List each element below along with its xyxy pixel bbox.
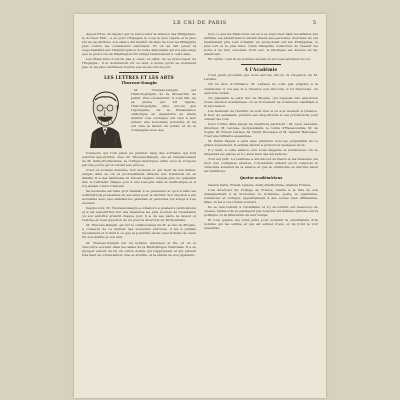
right-body-paragraph: C'est jeudi prochain que nous aurons, dit-on, la réception de M. Lavisse.: [204, 73, 318, 82]
page-header-title: LE CRI DE PARIS: [173, 20, 227, 26]
section-title-academie: A l'Académie: [244, 67, 278, 73]
right-body-paragraph: Il y aura, à cette séance, une foule élégante et nombreuse. On se disputera les places et il y aura bien des déceptions.: [204, 148, 318, 157]
left-intro-paragraph: Aujourd'hui, un vapeur qui va renouveler la mission des Philippines, le docteur Phil... a eu pour l'Espagne le coup le plus rapide et le plus sûr de sa carrière, son effet a été bientôt de faire de tous les Philippins plus contre les consulteurs nationaux. Et on en fait peser la responsabilité sur l'imprévoyance de notre diplomatie qui n'a pas exigé que le protocole de Washington fût rédigé relativement à cette date.: [82, 32, 196, 57]
right-closing-paragraph: L'un directeur du Collège de France, l'autre à la tête de son enseignement à la Sorbonne, le troisième, poète, le quatrième, romancier et critique, appartiennent à des écoles bien différentes. Mais on les a vus réunis souvent.: [204, 187, 318, 204]
right-body-paragraph: Voici l'ordre dans lequel les membres parleront : M. Léon Lavedan, directeur, M. Lavisse, récipiendaire, le comte d'Haussonville, M. de Vogüé, M. Ernest Lavisse, M. Henri Houssaye et M. Gabriel Hanotaux. C'est une brillante assemblée.: [204, 121, 318, 139]
newspaper-page: [74, 14, 326, 398]
left-body-paragraph: M. Thureau-Dangin est un homme laborieux et fin, et on le rencontre souvent dans les salles de la Bibliothèque Nationale. Il a su grouper autour de lui un cercle d'amis qui l'apprécient et qui prisent très haut sa conversation, fine et érudite, et la sûreté de son jugement.: [82, 240, 196, 257]
portrait-caption-text: [131, 88, 196, 133]
left-body-paragraph: honneurs qui l'ont placé au premier rang des écrivains qui font autorité aujourd'hui. Avec M. Thureau-Dangin, élu en remplacement de M. Sully-Prudhomme, la critique historique entre sous la Coupole par une porte qu'on n'avait pas prévue.: [82, 150, 196, 167]
names-line: Gaston Paris, Ernest Lavisse, Sully-Prudhomme, Anatole France.: [208, 182, 312, 187]
right-intro-paragraph: En vérité, c'est là un homme de bien et un loyal serviteur du roi.: [208, 57, 311, 62]
right-closing-paragraph: Ils se rencontrent à l'Académie et s'y accordent sur beaucoup de choses, même s'ils ne partagent pas toujours les mêmes opinions sur la politique ou la littérature de leur temps.: [204, 204, 318, 217]
page-number: 5: [312, 20, 316, 26]
left-body-paragraph: M. Thureau-Dangin, qui fut le collaborateur de M. le duc de Broglie, a conservé de ce dernier des souvenirs précieux, il les a publiés récemment et il tient à ce que la postérité sache quel homme de cœur fut son maître et son ami.: [82, 223, 196, 240]
right-intro-paragraph: tout ce que les Etats-Unis ont eu à se reprocher dans les affaires des Antilles, les Américains le savent mieux que personne. Pourtant, ils ont maintenant pris soin d'établir un protectorat sur les Philippines, le plus fort et le plus libre. Cette tranquille conviction de l'avenir les porte à ne rien concéder. Pour eux, le Pacifique est devenu un lac américain.: [204, 32, 318, 57]
left-body-paragraph: Sa modestie est telle qu'il hésitait à se présenter et qu'il a fallu les sollicitations pressantes de ses amis pour le décider. Son élection a été accueillie avec une satisfaction générale et personne n'a songé à s'en étonner.: [82, 188, 196, 206]
right-body-paragraph: Tout est prêt. Le vestibule a été décoré de fleurs et les huissiers ont reçu des consignes sévères. L'Académie entend qu'on respecte le caractère solennel de la séance et que la cérémonie se déroule selon les traditions.: [204, 157, 318, 174]
page-header: [74, 20, 326, 30]
right-body-paragraph: On ne lève d'ordinaire, M. Lavisse ne s'est pas préparé à la cérémonie, il n'a pas lu à l'avance son discours, il l'a improvisé. Ce sera très vivant.: [204, 82, 318, 95]
subsection-title-thureau-dangin: Thureau-Dangin: [121, 80, 157, 86]
portrait-engraving-icon: [82, 88, 128, 148]
portrait-block: [82, 88, 196, 150]
left-body-paragraph: C'est un homme honnête, fort modeste et qui tient de son milieu, simple dans sa vie et profondément attaché aux traditions de sa famille. Il a des habitudes de travail réglées. Depuis plus de quarante ans, il s'astreint chaque jour à une besogne utile et méthodique et il n'a jamais connu l'oisiveté.: [82, 167, 196, 188]
section-title-lettres-arts: LES LETTRES ET LES ARTS: [104, 75, 174, 81]
section-divider: [241, 64, 281, 65]
right-column: [204, 32, 318, 387]
portrait-side-paragraph: M. Thureau-Dangin est l'historiographe de la Monarchie de Juillet. Plus récemment, il s'est fait, de sa plume qui fut rapide, l'historiographe, plus encore que l'apologiste, de la Renaissance catholique en Angleterre au siècle dernier. Ces ouvrages ont valu à leur auteur une honorable notoriété et lui ont valu la faveur du public et de la Compagnie avec des: [131, 87, 196, 132]
right-body-paragraph: M. Emile Faguet a suivi avec attention tous les préparatifs de ce grand événement. Il semble décidé à prononcer quelques mots.: [204, 139, 318, 148]
subsection-title-quatre-academiciens: Quatre académiciens: [239, 176, 283, 181]
right-closing-paragraph: Et tous quatre, les voilà prêts pour soutenir la candidature d'un homme qui les estime et qui est estimé d'eux, et ils iront le voir ensemble.: [204, 217, 318, 230]
left-column: [82, 32, 196, 387]
section-divider: [119, 72, 159, 73]
left-body-paragraph: Depuis lors, M. Thureau-Dangin a collaboré à plusieurs publications et il est aujourd'hui l'un des membres les plus écoutés de l'Académie où son autorité grandit chaque jour. Il a, de ses pairs, la faveur et l'estime et il est question de lui pour la direction du Dictionnaire.: [82, 206, 196, 223]
right-body-paragraph: Les fauteuils de l'Institut ne sont rien si on a le moment à l'avance. Il faut, au préalable, prendre ses dispositions et ses précautions pour obtenir les voix.: [204, 108, 318, 121]
right-body-paragraph: On plaisante le petit duc de Broglie, qui rappelle des anecdotes d'une élection académique où se trouvaient de nombreux candidats à la succession.: [204, 95, 318, 108]
left-intro-paragraph: Les Etats-Unis n'ont-ils pas à cœur, en effet, de se préoccuper de l'Espagne : il le domineront tôt ou tard, à moins qu'ils ne dominent pas, et les plus ambitieux d'entre eux en auront un jour.: [82, 57, 196, 70]
